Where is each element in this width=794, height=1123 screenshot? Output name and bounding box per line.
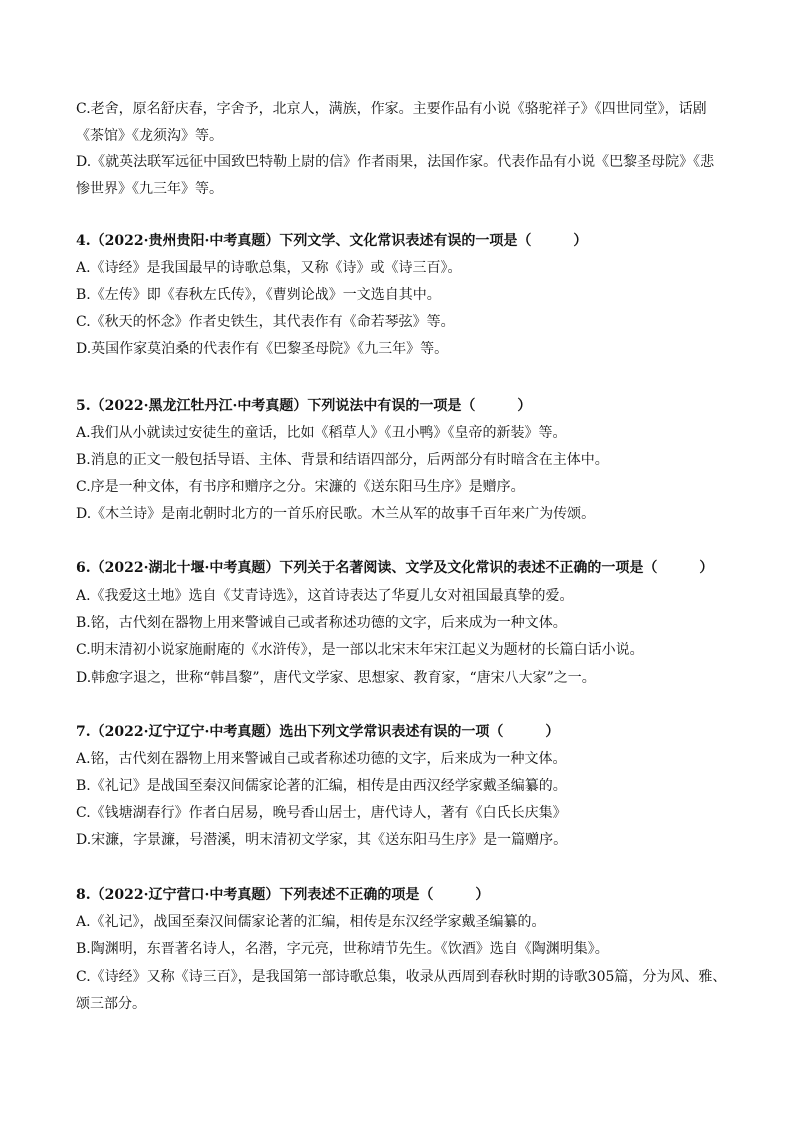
question-6-option-c: C.明末清初小说家施耐庵的《水浒传》，是一部以北宋末年宋江起义为题材的长篇白话小说。 xyxy=(76,642,644,658)
option-d-yuguo: D.《就英法联军远征中国致巴特勒上尉的信》作者雨果，法国作家。代表作品有小说《巴黎圣母院》《悲 xyxy=(76,154,715,170)
question-4-option-b: B.《左传》即《春秋左氏传》，《曹刿论战》一文选自其中。 xyxy=(76,287,441,303)
question-8-option-b: B.陶渊明，东晋著名诗人，名潜，字元亮，世称靖节先生。《饮酒》选自《陶渊明集》。 xyxy=(76,941,609,957)
question-6-title: 6.（2022·湖北十堰·中考真题）下列关于名著阅读、文学及文化常识的表述不正确的一项是（ ） xyxy=(76,560,714,576)
question-5-option-c: C.序是一种文体，有书序和赠序之分。宋濂的《送东阳马生序》是赠序。 xyxy=(76,479,525,495)
question-7-option-a: A.铭，古代刻在器物上用来警诫自己或者称述功德的文字，后来成为一种文体。 xyxy=(76,751,567,767)
question-5-title: 5.（2022·黑龙江牡丹江·中考真题）下列说法中有误的一项是（ ） xyxy=(76,398,532,414)
question-7-option-c: C.《钱塘湖春行》作者白居易，晚号香山居士，唐代诗人，著有《白氏长庆集》 xyxy=(76,805,567,821)
question-8-title: 8.（2022·辽宁营口·中考真题）下列表述不正确的项是（ ） xyxy=(76,887,490,903)
question-8-option-a: A.《礼记》，战国至秦汉间儒家论著的汇编，相传是东汉经学家戴圣编纂的。 xyxy=(76,914,546,930)
question-5-option-a: A.我们从小就读过安徒生的童话，比如《稻草人》《丑小鸭》《皇帝的新装》等。 xyxy=(76,425,567,441)
question-4-option-d: D.英国作家莫泊桑的代表作有《巴黎圣母院》《九三年》等。 xyxy=(76,341,449,357)
question-7-option-d: D.宋濂，字景濂，号潜溪，明末清初文学家，其《送东阳马生序》是一篇赠序。 xyxy=(76,832,568,848)
question-6-option-b: B.铭，古代刻在器物上用来警诫自己或者称述功德的文字，后来成为一种文体。 xyxy=(76,615,567,631)
question-4-title: 4.（2022·贵州贵阳·中考真题）下列文学、文化常识表述有误的一项是（ ） xyxy=(76,233,588,249)
question-7-option-b: B.《礼记》是战国至秦汉间儒家论著的汇编，相传是由西汉经学家戴圣编纂的。 xyxy=(76,778,567,794)
question-4-option-a: A.《诗经》是我国最早的诗歌总集，又称《诗》或《诗三百》。 xyxy=(76,260,462,276)
option-c-laoshe: C.老舍，原名舒庆春，字舍予，北京人，满族，作家。主要作品有小说《骆驼祥子》《四世同堂》，话剧 xyxy=(76,101,707,117)
question-8-option-c-cont: 颂三部分。 xyxy=(76,996,146,1012)
question-6-option-d: D.韩愈字退之，世称“韩昌黎”，唐代文学家、思想家、教育家，“唐宋八大家”之一。 xyxy=(76,670,596,686)
question-6-option-a: A.《我爱这土地》选自《艾青诗选》，这首诗表达了华夏儿女对祖国最真挚的爱。 xyxy=(76,588,574,604)
option-c-laoshe-cont: 《茶馆》《龙须沟》等。 xyxy=(76,128,223,144)
option-d-yuguo-cont: 惨世界》《九三年》等。 xyxy=(76,181,223,197)
question-4-option-c: C.《秋天的怀念》作者史铁生，其代表作有《命若琴弦》等。 xyxy=(76,314,455,330)
question-8-option-c: C.《诗经》又称《诗三百》，是我国第一部诗歌总集，收录从西周到春秋时期的诗歌305篇，分为风、雅、 xyxy=(76,969,727,985)
question-5-option-d: D.《木兰诗》是南北朝时北方的一首乐府民歌。木兰从军的故事千百年来广为传颂。 xyxy=(76,506,596,522)
question-7-title: 7.（2022·辽宁辽宁·中考真题）选出下列文学常识表述有误的一项（ ） xyxy=(76,724,560,740)
question-5-option-b: B.消息的正文一般包括导语、主体、背景和结语四部分，后两部分有时暗含在主体中。 xyxy=(76,452,609,468)
